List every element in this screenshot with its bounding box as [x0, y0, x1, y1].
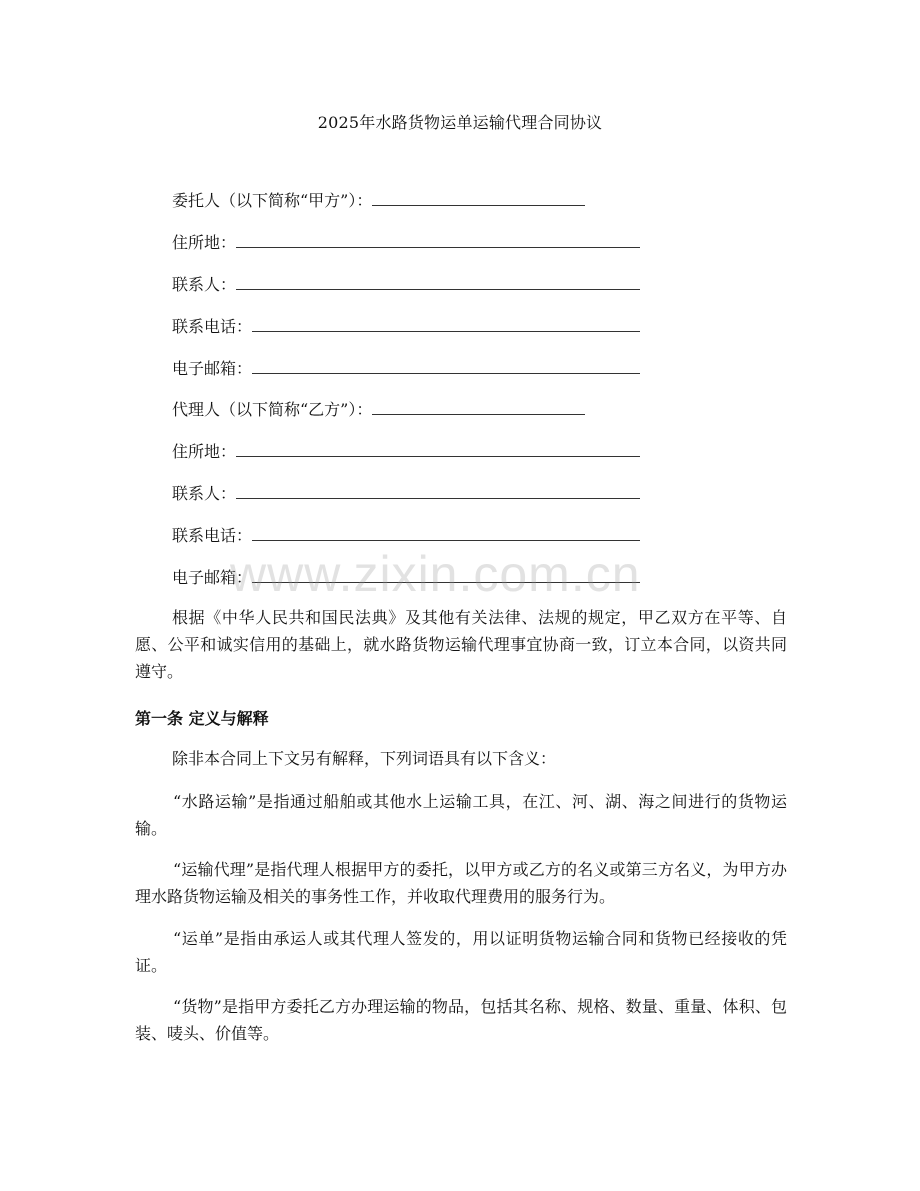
party-b-address-blank[interactable]: [236, 442, 640, 457]
article-1-heading: 第一条 定义与解释: [135, 709, 269, 728]
party-a-name-field: [172, 190, 585, 212]
party-b-phone-blank[interactable]: [252, 526, 640, 541]
party-a-contact-field: [172, 274, 640, 296]
party-a-email-label: 电子邮箱：: [172, 359, 253, 378]
definition-water-transport: “水路运输”是指通过船舶或其他水上运输工具，在江、河、湖、海之间进行的货物运输。: [135, 792, 787, 838]
party-b-email-label: 电子邮箱：: [172, 568, 253, 587]
party-b-email-blank[interactable]: [252, 568, 640, 583]
party-b-phone-label: 联系电话：: [172, 526, 253, 545]
article-1-intro: 除非本合同上下文另有解释，下列词语具有以下含义：: [172, 749, 557, 768]
party-a-phone-field: [172, 316, 640, 338]
party-b-contact-blank[interactable]: [236, 484, 640, 499]
party-b-contact-field: [172, 483, 640, 505]
party-a-name-label: 委托人（以下简称“甲方”）：: [172, 191, 373, 210]
definition-goods: “货物”是指甲方委托乙方办理运输的物品，包括其名称、规格、数量、重量、体积、包装、唛头、价值等。: [135, 997, 787, 1043]
party-b-contact-label: 联系人：: [172, 484, 237, 503]
party-a-phone-label: 联系电话：: [172, 317, 253, 336]
party-b-name-blank[interactable]: [372, 400, 585, 415]
party-a-contact-blank[interactable]: [236, 275, 640, 290]
party-a-name-blank[interactable]: [372, 191, 585, 206]
watermark: www.zixin.com.cn: [230, 546, 641, 602]
definition-waybill: “运单”是指由承运人或其代理人签发的，用以证明货物运输合同和货物已经接收的凭证。: [135, 929, 787, 975]
preamble-paragraph: 根据《中华人民共和国民法典》及其他有关法律、法规的规定，甲乙双方在平等、自愿、公平和诚实信用的基础上，就水路货物运输代理事宜协商一致，订立本合同，以资共同遵守。: [135, 608, 787, 681]
party-b-address-label: 住所地：: [172, 442, 237, 461]
party-a-email-field: [172, 358, 640, 380]
definition-transport-agency: “运输代理”是指代理人根据甲方的委托，以甲方或乙方的名义或第三方名义，为甲方办理水路货物运输及相关的事务性工作，并收取代理费用的服务行为。: [135, 860, 787, 906]
party-b-email-field: [172, 567, 640, 589]
party-b-phone-field: [172, 525, 640, 547]
party-b-name-field: [172, 399, 585, 421]
party-b-name-label: 代理人（以下简称“乙方”）：: [172, 400, 373, 419]
party-a-email-blank[interactable]: [252, 359, 640, 374]
party-b-address-field: [172, 441, 640, 463]
party-a-address-field: [172, 232, 640, 254]
party-a-address-blank[interactable]: [236, 233, 640, 248]
party-a-address-label: 住所地：: [172, 233, 237, 252]
party-a-contact-label: 联系人：: [172, 275, 237, 294]
party-a-phone-blank[interactable]: [252, 317, 640, 332]
document-title: 2025年水路货物运单运输代理合同协议: [317, 113, 603, 132]
